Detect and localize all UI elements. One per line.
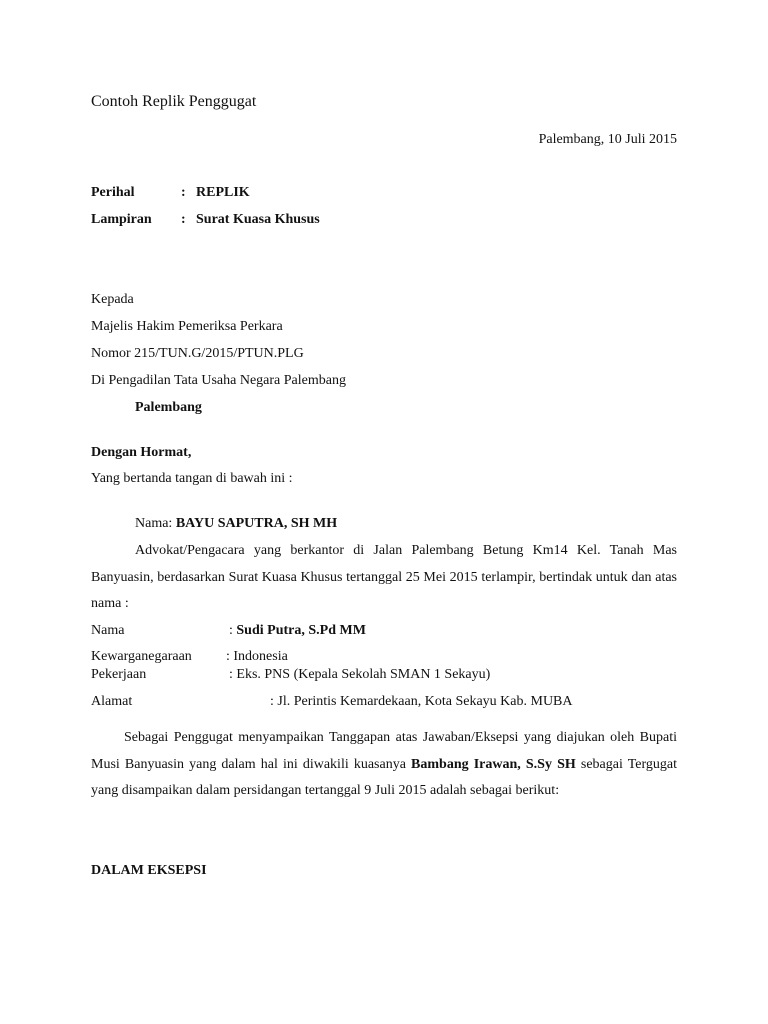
body-paragraph bbox=[91, 725, 677, 805]
recipient-line-4: Di Pengadilan Tata Usaha Negara Palembang bbox=[91, 373, 346, 388]
client-nama-row bbox=[229, 623, 366, 639]
client-alamat-label: Alamat bbox=[91, 694, 133, 709]
client-alamat-value: : Jl. Perintis Kemardekaan, Kota Sekayu Kab. MUBA bbox=[270, 694, 573, 709]
perihal-value: REPLIK bbox=[196, 185, 250, 200]
client-nama-value: Sudi Putra, S.Pd MM bbox=[236, 623, 366, 638]
recipient-line-3: Nomor 215/TUN.G/2015/PTUN.PLG bbox=[91, 346, 304, 361]
lampiran-label: Lampiran bbox=[91, 212, 152, 227]
intro-line: Yang bertanda tangan di bawah ini : bbox=[91, 471, 293, 486]
section-heading: DALAM EKSEPSI bbox=[91, 863, 207, 878]
place-date: Palembang, 10 Juli 2015 bbox=[538, 132, 677, 147]
signer-name: BAYU SAPUTRA, SH MH bbox=[175, 516, 338, 531]
client-kewarganegaraan-value: : Indonesia bbox=[226, 649, 288, 664]
advocate-paragraph: Advokat/Pengacara yang berkantor di Jalan Palembang Betung Km14 Kel. Tanah Mas Banyuasin, berdasarkan Surat Kuasa Khusus tertanggal 25 Mei 2015 terlampir, bertindak untuk dan atas nama : bbox=[91, 543, 677, 611]
client-nama-colon: : bbox=[229, 623, 233, 638]
body-paragraph-part-1: Sebagai Penggugat menyampaikan Tanggapan atas Jawaban/Eksepsi yang diajukan oleh Bupati Musi Banyuasin yang dalam hal ini diwakili kuasanya bbox=[91, 730, 677, 772]
perihal-colon: : bbox=[181, 185, 186, 200]
greeting: Dengan Hormat, bbox=[91, 445, 192, 460]
document-title: Contoh Replik Penggugat bbox=[91, 93, 257, 110]
client-pekerjaan-label: Pekerjaan bbox=[91, 667, 147, 682]
lampiran-colon: : bbox=[181, 212, 186, 227]
signer-line bbox=[135, 516, 337, 532]
tergugat-representative-name: Bambang Irawan, S.Sy SH bbox=[411, 756, 576, 772]
lampiran-value: Surat Kuasa Khusus bbox=[196, 212, 320, 227]
client-kewarganegaraan-label: Kewarganegaraan bbox=[91, 649, 192, 664]
recipient-line-1: Kepada bbox=[91, 292, 134, 307]
body-paragraph-part-2: sebagai Tergugat yang disampaikan dalam persidangan tertanggal 9 Juli 2015 adalah sebagai berikut: bbox=[91, 756, 678, 798]
signer-label: Nama: bbox=[135, 516, 173, 531]
recipient-city: Palembang bbox=[135, 400, 202, 415]
client-nama-label: Nama bbox=[91, 623, 125, 638]
recipient-line-2: Majelis Hakim Pemeriksa Perkara bbox=[91, 319, 283, 334]
client-pekerjaan-value: : Eks. PNS (Kepala Sekolah SMAN 1 Sekayu) bbox=[229, 667, 491, 682]
perihal-label: Perihal bbox=[91, 185, 135, 200]
